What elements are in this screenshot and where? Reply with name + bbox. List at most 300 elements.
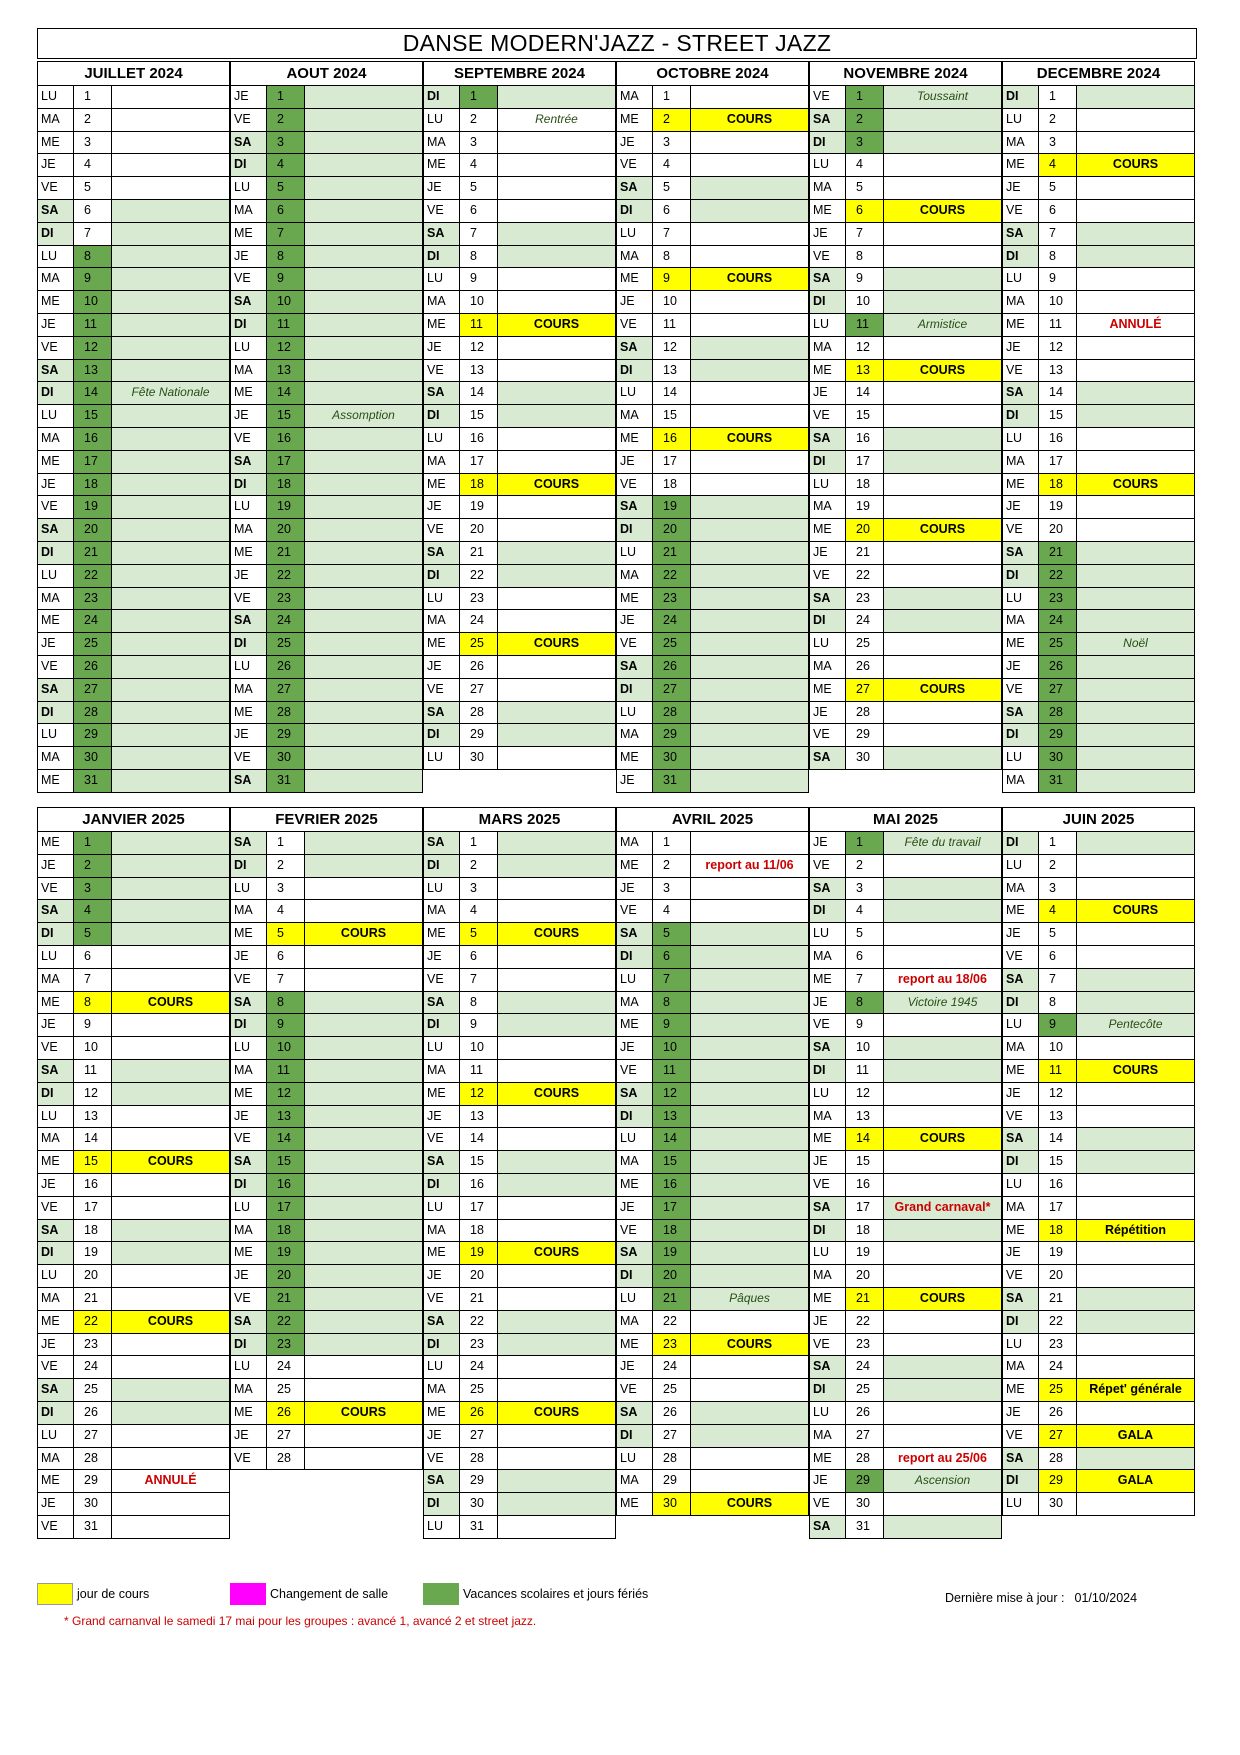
day-note bbox=[691, 1265, 808, 1287]
day-note bbox=[1077, 405, 1194, 427]
day-number: 8 bbox=[1039, 992, 1077, 1014]
weekday-abbr: SA bbox=[617, 337, 653, 359]
weekday-abbr: JE bbox=[231, 1425, 267, 1447]
month-header: AOUT 2024 bbox=[230, 61, 423, 86]
day-note bbox=[305, 223, 422, 245]
day-number: 22 bbox=[267, 565, 305, 587]
day-row bbox=[230, 314, 423, 337]
day-row bbox=[809, 610, 1002, 633]
weekday-abbr: ME bbox=[38, 1151, 74, 1173]
day-note bbox=[112, 154, 229, 176]
day-row bbox=[809, 337, 1002, 360]
day-row bbox=[1002, 314, 1195, 337]
weekday-abbr: VE bbox=[1003, 360, 1039, 382]
day-note bbox=[305, 86, 422, 108]
day-note bbox=[691, 1014, 808, 1036]
weekday-abbr: VE bbox=[617, 1060, 653, 1082]
day-number: 3 bbox=[74, 878, 112, 900]
day-number: 6 bbox=[1039, 200, 1077, 222]
day-note bbox=[1077, 1311, 1194, 1333]
day-row bbox=[230, 519, 423, 542]
day-number: 3 bbox=[460, 132, 498, 154]
month-header: JUILLET 2024 bbox=[37, 61, 230, 86]
day-row bbox=[809, 1151, 1002, 1174]
weekday-abbr: SA bbox=[1003, 223, 1039, 245]
weekday-abbr: ME bbox=[38, 291, 74, 313]
day-note bbox=[112, 1220, 229, 1242]
day-row bbox=[230, 154, 423, 177]
day-row bbox=[616, 770, 809, 793]
day-row bbox=[37, 1516, 230, 1539]
day-note bbox=[112, 314, 229, 336]
weekday-abbr: ME bbox=[1003, 474, 1039, 496]
day-number: 22 bbox=[846, 565, 884, 587]
day-row bbox=[37, 992, 230, 1015]
day-note bbox=[691, 223, 808, 245]
day-row bbox=[616, 1356, 809, 1379]
day-row bbox=[1002, 832, 1195, 855]
day-note bbox=[305, 1288, 422, 1310]
day-number: 19 bbox=[1039, 496, 1077, 518]
day-number: 14 bbox=[653, 382, 691, 404]
day-number: 23 bbox=[846, 588, 884, 610]
day-number: 18 bbox=[267, 1220, 305, 1242]
day-row bbox=[230, 268, 423, 291]
day-note bbox=[305, 200, 422, 222]
day-note: COURS bbox=[498, 1242, 615, 1264]
weekday-abbr: ME bbox=[231, 542, 267, 564]
day-note bbox=[112, 360, 229, 382]
day-number: 28 bbox=[1039, 1448, 1077, 1470]
month-header: FEVRIER 2025 bbox=[230, 807, 423, 832]
day-row bbox=[423, 588, 616, 611]
weekday-abbr: JE bbox=[810, 542, 846, 564]
day-row bbox=[616, 132, 809, 155]
day-number: 4 bbox=[1039, 900, 1077, 922]
weekday-abbr: JE bbox=[231, 86, 267, 108]
day-number: 10 bbox=[267, 1037, 305, 1059]
day-number: 14 bbox=[267, 382, 305, 404]
weekday-abbr: VE bbox=[231, 109, 267, 131]
day-note bbox=[1077, 855, 1194, 877]
day-number: 8 bbox=[1039, 246, 1077, 268]
month-column bbox=[1002, 61, 1195, 793]
day-row bbox=[423, 360, 616, 383]
weekday-abbr: DI bbox=[1003, 246, 1039, 268]
day-number: 24 bbox=[846, 1356, 884, 1378]
weekday-abbr: JE bbox=[810, 832, 846, 854]
weekday-abbr: MA bbox=[810, 946, 846, 968]
weekday-abbr: SA bbox=[424, 1151, 460, 1173]
day-number: 10 bbox=[653, 1037, 691, 1059]
weekday-abbr: DI bbox=[424, 565, 460, 587]
day-note bbox=[1077, 132, 1194, 154]
day-note bbox=[498, 747, 615, 769]
weekday-abbr: ME bbox=[424, 474, 460, 496]
day-row bbox=[230, 747, 423, 770]
day-row bbox=[809, 86, 1002, 109]
day-number: 16 bbox=[74, 1174, 112, 1196]
day-number: 27 bbox=[1039, 679, 1077, 701]
weekday-abbr: ME bbox=[231, 1242, 267, 1264]
day-note: COURS bbox=[1077, 154, 1194, 176]
weekday-abbr: VE bbox=[617, 900, 653, 922]
weekday-abbr: LU bbox=[424, 428, 460, 450]
day-row bbox=[37, 1083, 230, 1106]
day-note bbox=[305, 633, 422, 655]
day-number: 8 bbox=[846, 992, 884, 1014]
weekday-abbr: LU bbox=[810, 314, 846, 336]
day-note: COURS bbox=[884, 360, 1001, 382]
day-note bbox=[691, 656, 808, 678]
day-note bbox=[884, 855, 1001, 877]
day-number: 1 bbox=[846, 86, 884, 108]
day-note bbox=[112, 1174, 229, 1196]
weekday-abbr: DI bbox=[810, 291, 846, 313]
day-number: 8 bbox=[460, 992, 498, 1014]
day-number: 19 bbox=[74, 1242, 112, 1264]
weekday-abbr: ME bbox=[231, 1402, 267, 1424]
day-number: 22 bbox=[460, 565, 498, 587]
day-number: 25 bbox=[267, 1379, 305, 1401]
day-row bbox=[616, 1242, 809, 1265]
weekday-abbr: SA bbox=[810, 878, 846, 900]
weekday-abbr: VE bbox=[810, 1174, 846, 1196]
day-note bbox=[498, 969, 615, 991]
day-row bbox=[423, 1311, 616, 1334]
day-note bbox=[498, 565, 615, 587]
day-note bbox=[884, 451, 1001, 473]
day-number: 5 bbox=[460, 923, 498, 945]
day-number: 13 bbox=[1039, 360, 1077, 382]
weekday-abbr: DI bbox=[1003, 992, 1039, 1014]
day-note bbox=[1077, 1083, 1194, 1105]
day-row bbox=[616, 542, 809, 565]
day-row bbox=[37, 542, 230, 565]
day-number: 23 bbox=[267, 588, 305, 610]
day-row bbox=[809, 900, 1002, 923]
weekday-abbr: DI bbox=[424, 405, 460, 427]
day-row bbox=[230, 1037, 423, 1060]
day-number: 9 bbox=[74, 1014, 112, 1036]
weekday-abbr: SA bbox=[1003, 969, 1039, 991]
day-number: 21 bbox=[1039, 1288, 1077, 1310]
day-note bbox=[498, 1493, 615, 1515]
weekday-abbr: MA bbox=[38, 1128, 74, 1150]
day-note bbox=[884, 223, 1001, 245]
day-number: 29 bbox=[460, 724, 498, 746]
day-note bbox=[305, 1379, 422, 1401]
weekday-abbr: MA bbox=[1003, 770, 1039, 792]
day-number: 12 bbox=[846, 337, 884, 359]
day-note bbox=[884, 1037, 1001, 1059]
day-number: 19 bbox=[846, 1242, 884, 1264]
weekday-abbr: DI bbox=[810, 1220, 846, 1242]
weekday-abbr: VE bbox=[38, 337, 74, 359]
day-number: 23 bbox=[1039, 1334, 1077, 1356]
weekday-abbr: DI bbox=[38, 382, 74, 404]
day-note bbox=[112, 1014, 229, 1036]
weekday-abbr: LU bbox=[810, 923, 846, 945]
day-row bbox=[37, 1037, 230, 1060]
day-note bbox=[884, 1265, 1001, 1287]
day-row bbox=[616, 1265, 809, 1288]
weekday-abbr: MA bbox=[424, 1379, 460, 1401]
weekday-abbr: JE bbox=[38, 1334, 74, 1356]
day-number: 24 bbox=[1039, 1356, 1077, 1378]
weekday-abbr: ME bbox=[810, 1128, 846, 1150]
weekday-abbr: LU bbox=[231, 496, 267, 518]
day-row bbox=[37, 1425, 230, 1448]
day-row bbox=[230, 588, 423, 611]
day-note bbox=[691, 177, 808, 199]
day-number: 11 bbox=[653, 314, 691, 336]
day-row bbox=[809, 1425, 1002, 1448]
weekday-abbr: ME bbox=[424, 314, 460, 336]
day-row bbox=[37, 878, 230, 901]
day-note bbox=[498, 1060, 615, 1082]
day-number: 4 bbox=[653, 154, 691, 176]
day-row bbox=[1002, 969, 1195, 992]
day-number: 16 bbox=[460, 1174, 498, 1196]
day-number: 26 bbox=[846, 1402, 884, 1424]
weekday-abbr: MA bbox=[231, 360, 267, 382]
day-number: 25 bbox=[653, 633, 691, 655]
day-row bbox=[423, 1516, 616, 1539]
day-row bbox=[230, 946, 423, 969]
weekday-abbr: ME bbox=[231, 702, 267, 724]
day-number: 19 bbox=[267, 496, 305, 518]
day-number: 16 bbox=[460, 428, 498, 450]
weekday-abbr: ME bbox=[810, 679, 846, 701]
day-note bbox=[112, 223, 229, 245]
day-note bbox=[112, 428, 229, 450]
day-note bbox=[691, 1356, 808, 1378]
day-row bbox=[809, 679, 1002, 702]
day-row bbox=[1002, 1197, 1195, 1220]
weekday-abbr: SA bbox=[810, 588, 846, 610]
day-row bbox=[1002, 223, 1195, 246]
weekday-abbr: DI bbox=[1003, 724, 1039, 746]
day-number: 12 bbox=[1039, 1083, 1077, 1105]
day-row bbox=[37, 1379, 230, 1402]
day-note bbox=[112, 1083, 229, 1105]
day-number: 23 bbox=[653, 1334, 691, 1356]
weekday-abbr: SA bbox=[231, 291, 267, 313]
day-number: 28 bbox=[460, 702, 498, 724]
day-number: 22 bbox=[74, 1311, 112, 1333]
weekday-abbr: DI bbox=[231, 154, 267, 176]
day-row bbox=[809, 1334, 1002, 1357]
day-note bbox=[884, 588, 1001, 610]
day-row bbox=[809, 855, 1002, 878]
weekday-abbr: MA bbox=[810, 496, 846, 518]
weekday-abbr: VE bbox=[617, 633, 653, 655]
day-row bbox=[1002, 900, 1195, 923]
day-row bbox=[423, 1106, 616, 1129]
day-row bbox=[423, 855, 616, 878]
day-row bbox=[37, 405, 230, 428]
day-row bbox=[423, 200, 616, 223]
day-note bbox=[498, 1288, 615, 1310]
weekday-abbr: DI bbox=[424, 1014, 460, 1036]
day-row bbox=[37, 428, 230, 451]
weekday-abbr: MA bbox=[617, 246, 653, 268]
weekday-abbr: DI bbox=[424, 1174, 460, 1196]
day-row bbox=[230, 177, 423, 200]
day-note bbox=[1077, 946, 1194, 968]
day-row bbox=[230, 1334, 423, 1357]
day-row bbox=[37, 969, 230, 992]
weekday-abbr: DI bbox=[617, 946, 653, 968]
day-row bbox=[616, 1334, 809, 1357]
day-row bbox=[1002, 1448, 1195, 1471]
weekday-abbr: DI bbox=[617, 1106, 653, 1128]
weekday-abbr: SA bbox=[424, 832, 460, 854]
day-note bbox=[112, 1060, 229, 1082]
day-number: 2 bbox=[74, 109, 112, 131]
day-row bbox=[1002, 1288, 1195, 1311]
weekday-abbr: JE bbox=[617, 1197, 653, 1219]
day-number: 26 bbox=[74, 1402, 112, 1424]
day-note bbox=[691, 154, 808, 176]
weekday-abbr: DI bbox=[617, 1265, 653, 1287]
day-number: 3 bbox=[74, 132, 112, 154]
day-number: 6 bbox=[74, 946, 112, 968]
day-row bbox=[616, 474, 809, 497]
month-header: NOVEMBRE 2024 bbox=[809, 61, 1002, 86]
weekday-abbr: MA bbox=[810, 656, 846, 678]
day-row bbox=[616, 969, 809, 992]
day-note bbox=[884, 132, 1001, 154]
day-note bbox=[884, 1242, 1001, 1264]
weekday-abbr: LU bbox=[231, 337, 267, 359]
day-number: 30 bbox=[1039, 747, 1077, 769]
day-number: 19 bbox=[267, 1242, 305, 1264]
day-row bbox=[1002, 1242, 1195, 1265]
day-number: 16 bbox=[267, 428, 305, 450]
day-row bbox=[37, 770, 230, 793]
weekday-abbr: LU bbox=[1003, 747, 1039, 769]
day-note bbox=[112, 519, 229, 541]
day-number: 19 bbox=[74, 496, 112, 518]
weekday-abbr: VE bbox=[38, 1197, 74, 1219]
day-number: 5 bbox=[267, 177, 305, 199]
day-row bbox=[616, 1151, 809, 1174]
weekday-abbr: DI bbox=[424, 724, 460, 746]
weekday-abbr: SA bbox=[424, 1311, 460, 1333]
day-note bbox=[884, 337, 1001, 359]
day-number: 16 bbox=[653, 428, 691, 450]
day-number: 30 bbox=[653, 747, 691, 769]
weekday-abbr: JE bbox=[1003, 177, 1039, 199]
day-note bbox=[305, 1106, 422, 1128]
day-note bbox=[498, 1174, 615, 1196]
day-note bbox=[1077, 878, 1194, 900]
day-number: 11 bbox=[74, 1060, 112, 1082]
day-note bbox=[1077, 519, 1194, 541]
day-number: 27 bbox=[653, 1425, 691, 1447]
day-note: COURS bbox=[884, 200, 1001, 222]
day-number: 30 bbox=[460, 1493, 498, 1515]
weekday-abbr: MA bbox=[1003, 610, 1039, 632]
day-row bbox=[423, 923, 616, 946]
day-number: 2 bbox=[74, 855, 112, 877]
day-row bbox=[809, 1037, 1002, 1060]
day-note bbox=[305, 268, 422, 290]
weekday-abbr: MA bbox=[424, 900, 460, 922]
weekday-abbr: LU bbox=[617, 542, 653, 564]
day-number: 4 bbox=[653, 900, 691, 922]
weekday-abbr: VE bbox=[231, 428, 267, 450]
day-note: Noël bbox=[1077, 633, 1194, 655]
day-number: 7 bbox=[1039, 969, 1077, 991]
day-note bbox=[691, 86, 808, 108]
day-note bbox=[498, 1265, 615, 1287]
day-note bbox=[498, 1470, 615, 1492]
day-note bbox=[305, 724, 422, 746]
day-note: COURS bbox=[498, 1402, 615, 1424]
weekday-abbr: VE bbox=[1003, 1425, 1039, 1447]
day-row bbox=[37, 268, 230, 291]
weekday-abbr: MA bbox=[617, 1311, 653, 1333]
day-row bbox=[809, 1174, 1002, 1197]
day-number: 22 bbox=[846, 1311, 884, 1333]
month-header: JANVIER 2025 bbox=[37, 807, 230, 832]
day-note bbox=[1077, 451, 1194, 473]
weekday-abbr: VE bbox=[1003, 679, 1039, 701]
weekday-abbr: ME bbox=[617, 747, 653, 769]
day-note bbox=[112, 1265, 229, 1287]
day-number: 23 bbox=[74, 588, 112, 610]
weekday-abbr: JE bbox=[1003, 1242, 1039, 1264]
day-number: 12 bbox=[74, 337, 112, 359]
weekday-abbr: JE bbox=[617, 451, 653, 473]
weekday-abbr: ME bbox=[424, 923, 460, 945]
day-note: ANNULÉ bbox=[1109, 316, 1162, 331]
day-row bbox=[809, 1311, 1002, 1334]
day-note: GALA bbox=[1077, 1470, 1194, 1492]
day-number: 22 bbox=[653, 1311, 691, 1333]
day-note bbox=[498, 1379, 615, 1401]
weekday-abbr: SA bbox=[424, 1470, 460, 1492]
weekday-abbr: JE bbox=[1003, 923, 1039, 945]
weekday-abbr: SA bbox=[1003, 1448, 1039, 1470]
day-number: 1 bbox=[653, 832, 691, 854]
day-row bbox=[423, 1220, 616, 1243]
day-note bbox=[691, 246, 808, 268]
day-row bbox=[423, 337, 616, 360]
day-note bbox=[305, 1448, 422, 1470]
weekday-abbr: DI bbox=[810, 610, 846, 632]
weekday-abbr: SA bbox=[231, 992, 267, 1014]
day-note bbox=[112, 923, 229, 945]
day-number: 6 bbox=[267, 200, 305, 222]
day-note bbox=[498, 268, 615, 290]
day-number: 5 bbox=[846, 923, 884, 945]
day-row bbox=[423, 496, 616, 519]
day-note bbox=[1077, 969, 1194, 991]
day-number: 18 bbox=[460, 1220, 498, 1242]
day-note bbox=[884, 268, 1001, 290]
day-row bbox=[423, 177, 616, 200]
day-row bbox=[230, 565, 423, 588]
day-row bbox=[809, 314, 1002, 337]
last-update-date: 01/10/2024 bbox=[1074, 1591, 1138, 1605]
day-row bbox=[230, 679, 423, 702]
weekday-abbr: LU bbox=[810, 154, 846, 176]
weekday-abbr: ME bbox=[231, 1083, 267, 1105]
